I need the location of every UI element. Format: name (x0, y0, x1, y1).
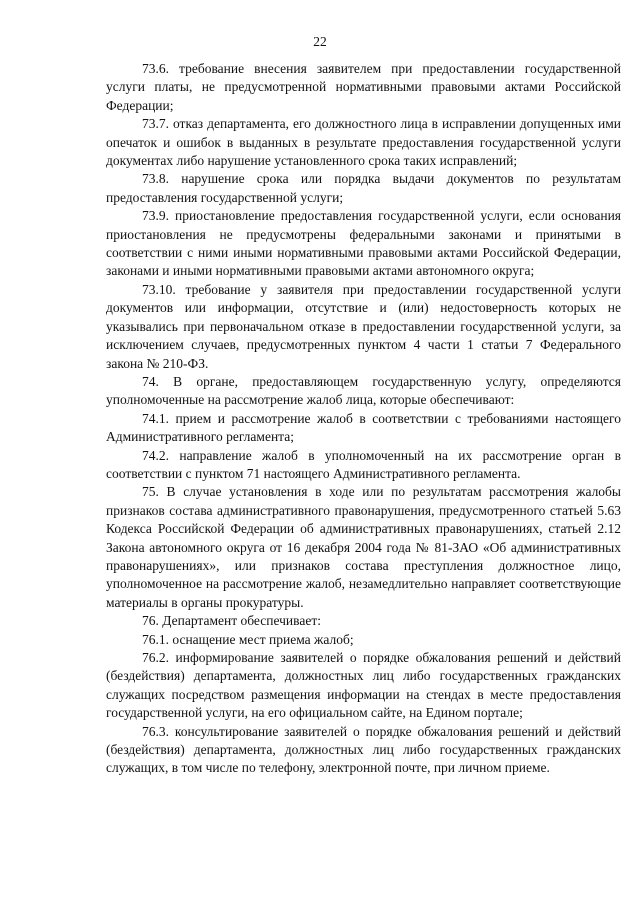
paragraph-76-1: 76.1. оснащение мест приема жалоб; (142, 631, 354, 647)
page-number: 22 (313, 34, 327, 49)
paragraph-73-7: 73.7. отказ департамента, его должностного лица в исправлении допущенных ими опечаток и ошибок в выданных в результате предоставления государственной услуги документах либо нарушение установленного срока таких исправлений; (106, 116, 621, 169)
paragraph-76-2: 76.2. информирование заявителей о порядке обжалования решений и действий (бездействия) департамента, должностных лиц либо государственных гражданских служащих посредством размещения информации на стендах в месте предоставления государственной услуги, на его официальном сайте, на Едином портале; (106, 650, 621, 721)
document-body (106, 60, 621, 778)
paragraph-73-6: 73.6. требование внесения заявителем при предоставлении государственной услуги платы, не предусмотренной нормативными правовыми актами Российской Федерации; (106, 61, 621, 113)
paragraph-73-8: 73.8. нарушение срока или порядка выдачи документов по результатам предоставления государственной услуги; (106, 171, 621, 205)
paragraph-75: 75. В случае установления в ходе или по результатам рассмотрения жалобы признаков состава административного правонарушения, предусмотренного статьей 5.63 Кодекса Российской Федерации об административных правонарушениях, статьей 2.12 Закона автономного округа от 16 декабря 2004 года № 81-ЗАО «Об административных правонарушениях», или признаков состава преступления должностное лицо, уполномоченное на рассмотрение жалоб, незамедлительно направляет соответствующие материалы в органы прокуратуры. (106, 484, 621, 610)
paragraph-76: 76. Департамент обеспечивает: (142, 613, 321, 629)
paragraph-74: 74. В органе, предоставляющем государственную услугу, определяются уполномоченные на рассмотрение жалоб лица, которые обеспечивают: (106, 373, 621, 408)
paragraph-74-2: 74.2. направление жалоб в уполномоченный на их рассмотрение орган в соответствии с пунктом 71 настоящего Административного регламента. (106, 447, 621, 481)
paragraph-76-3: 76.3. консультирование заявителей о порядке обжалования решений и действий (бездействия) департамента, должностных лиц либо государственных гражданских служащих, в том числе по телефону, электронной почте, при личном приеме. (106, 723, 621, 776)
paragraph-73-10: 73.10. требование у заявителя при предоставлении государственной услуги документов или информации, отсутствие и (или) недостоверность которых не указывались при первоначальном отказе в предоставлении государственной услуги, за исключением случаев, предусмотренных пунктом 4 части 1 статьи 7 Федерального закона № 210-ФЗ. (106, 281, 621, 371)
paragraph-74-1: 74.1. прием и рассмотрение жалоб в соответствии с требованиями настоящего Административного регламента; (106, 410, 621, 445)
paragraph-73-9: 73.9. приостановление предоставления государственной услуги, если основания приостановления не предусмотрены федеральными законами и принятыми в соответствии с ними иными нормативными правовыми актами Российской Федерации, законами и иными нормативными правовыми актами автономного округа; (106, 208, 621, 279)
